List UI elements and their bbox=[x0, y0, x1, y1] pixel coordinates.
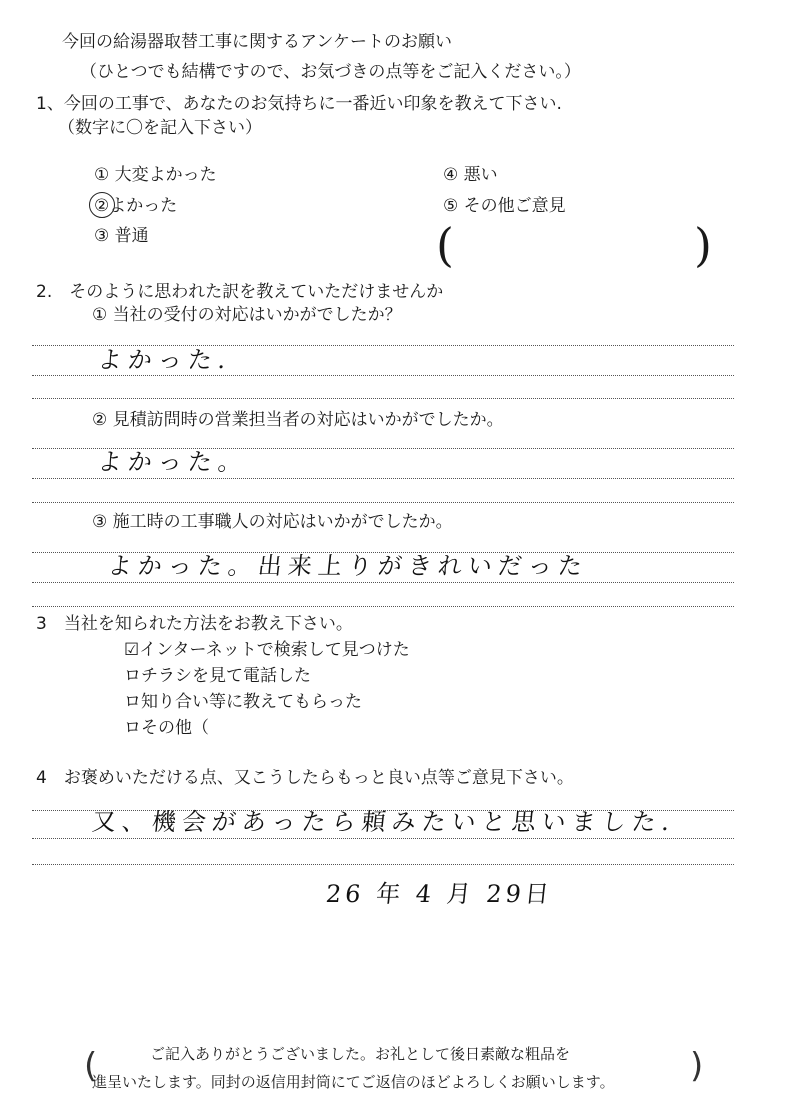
question-2-sub-3: ③ 施工時の工事職人の対応はいかがでしたか。 bbox=[92, 512, 453, 532]
question-4-text: 4 お褒めいただける点、又こうしたらもっと良い点等ご意見下さい。 bbox=[36, 768, 574, 788]
opinion-paren-open: ( bbox=[436, 218, 454, 272]
survey-title: 今回の給湯器取替工事に関するアンケートのお願い bbox=[62, 32, 452, 52]
q1-option-1: ① 大変よかった bbox=[94, 165, 217, 185]
q1-option-3: ③ 普通 bbox=[94, 226, 149, 246]
answer-4: 又、機会があったら頼みたいと思いました. bbox=[90, 808, 677, 836]
answer-2-2: よかった。 bbox=[96, 448, 250, 476]
answer-line bbox=[32, 838, 734, 839]
q3-option-4: ロその他（ bbox=[124, 718, 209, 738]
answer-line bbox=[32, 478, 734, 479]
q3-option-3: ロ知り合い等に教えてもらった bbox=[124, 692, 362, 712]
question-2-sub-2: ② 見積訪問時の営業担当者の対応はいかがでしたか。 bbox=[92, 410, 504, 430]
answer-line bbox=[32, 398, 734, 399]
question-1-text: 1、今回の工事で、あなたのお気持ちに一番近い印象を教えて下さい. bbox=[36, 94, 562, 114]
footer-line-1: ご記入ありがとうございました。お礼として後日素敵な粗品を bbox=[150, 1045, 571, 1063]
survey-date: 26 年 4 月 29日 bbox=[324, 880, 555, 908]
q1-option-5: ⑤ その他ご意見 bbox=[443, 196, 566, 216]
answer-line bbox=[32, 582, 734, 583]
answer-2-1: よかった. bbox=[96, 346, 234, 374]
opinion-paren-close: ) bbox=[694, 218, 712, 272]
q1-option-4: ④ 悪い bbox=[443, 165, 498, 185]
answer-line bbox=[32, 502, 734, 503]
hand-drawn-circle-mark bbox=[89, 192, 115, 218]
answer-line bbox=[32, 606, 734, 607]
q3-option-1: ☑インターネットで検索して見つけた bbox=[124, 640, 410, 660]
footer-bracket-left: ( bbox=[84, 1046, 98, 1086]
q1-option-2: ②よかった bbox=[94, 196, 178, 216]
answer-2-3: よかった。出来上りがきれいだった bbox=[106, 552, 590, 580]
question-2-text: 2. そのように思われた訳を教えていただけませんか bbox=[36, 282, 444, 302]
footer-line-2: 進呈いたします。同封の返信用封筒にてご返信のほどよろしくお願いします。 bbox=[92, 1073, 615, 1091]
question-1-note: （数字に〇を記入下さい） bbox=[58, 118, 262, 138]
question-3-text: 3 当社を知られた方法をお教え下さい。 bbox=[36, 614, 353, 634]
footer-bracket-right: ) bbox=[690, 1046, 704, 1086]
answer-line bbox=[32, 864, 734, 865]
q3-option-2: ロチラシを見て電話した bbox=[124, 666, 311, 686]
question-2-sub-1: ① 当社の受付の対応はいかがでしたか？ bbox=[92, 305, 402, 325]
survey-subtitle: （ひとつでも結構ですので、お気づきの点等をご記入ください。） bbox=[80, 62, 581, 82]
answer-line bbox=[32, 375, 734, 376]
